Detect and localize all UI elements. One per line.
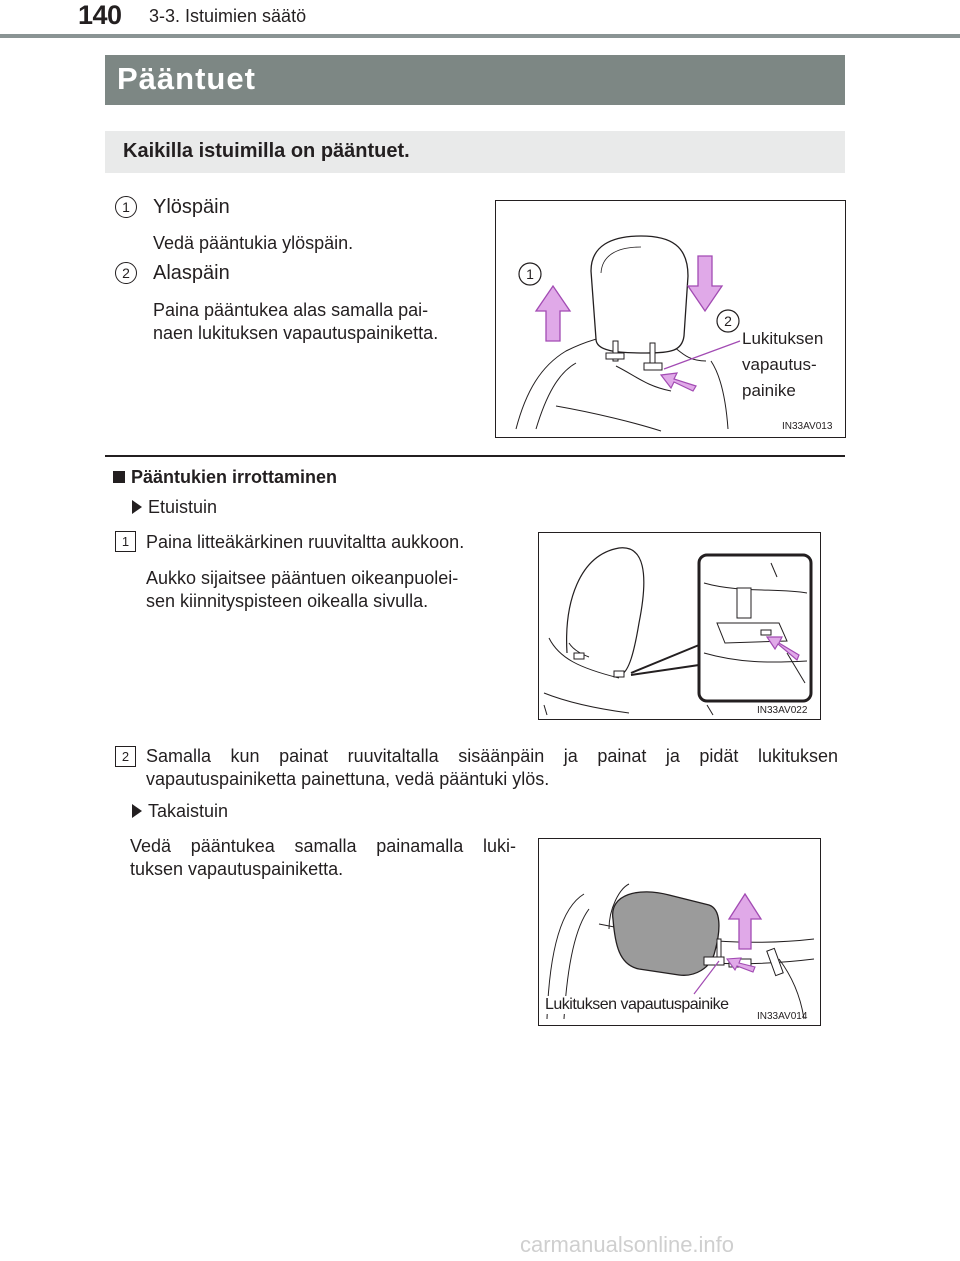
figure-code: IN33AV014 (757, 1011, 808, 1022)
release-button-label-1: Lukituksen (742, 329, 824, 348)
front-step1-text: Paina litteäkärkinen ruuvitaltta aukkoon. (146, 532, 465, 552)
figure-code: IN33AV022 (757, 705, 808, 716)
rear-seat-subheading (132, 801, 228, 822)
removal-heading-text: Pääntukien irrottaminen (131, 467, 338, 487)
front-step1-note-line1: Aukko sijaitsee pääntuen oikeanpuolei- (146, 568, 459, 588)
callout-2: 2 (724, 313, 732, 329)
front-removal-illustration (539, 533, 820, 719)
section-title: Pääntuet (117, 61, 256, 96)
front-step2-text-line1: Samalla kun painat ruuvitaltalla sisäänpäin ja painat ja pidät lukituksen (146, 746, 838, 766)
step-number-box: 1 (115, 531, 136, 552)
triangle-bullet-icon (132, 804, 142, 818)
header-rule (0, 34, 960, 38)
triangle-bullet-icon (132, 500, 142, 514)
item-heading-up: Ylöspäin (153, 196, 230, 218)
item-text-down-line2: naen lukituksen vapautuspainiketta. (153, 323, 439, 343)
release-button-label-2: vapautus- (742, 355, 817, 374)
release-button-label: Lukituksen vapautuspainike (545, 996, 729, 1013)
rear-text-line2: tuksen vapautuspainiketta. (130, 859, 344, 879)
intro-text: Kaikilla istuimilla on pääntuet. (123, 140, 410, 162)
front-seat-subheading (132, 497, 217, 518)
rear-text-line1: Vedä pääntukea samalla painamalla luki- (130, 836, 516, 856)
watermark: carmanualsonline.info (520, 1232, 735, 1257)
step-number-circle: 2 (115, 262, 137, 284)
figure-code: IN33AV013 (782, 421, 833, 432)
removal-heading (113, 467, 337, 488)
section-divider (105, 455, 845, 457)
item-text-up: Vedä pääntukia ylöspäin. (153, 233, 354, 253)
figure-front-headrest-removal (538, 532, 821, 720)
figure-rear-headrest-removal (538, 838, 821, 1026)
figure-headrest-adjust (495, 200, 846, 438)
rear-seat-title: Takaistuin (148, 801, 229, 821)
page-number: 140 (78, 0, 122, 30)
intro-bar (105, 131, 845, 173)
headrest-adjust-illustration (496, 201, 845, 437)
callout-1: 1 (526, 266, 534, 282)
step-number-box: 2 (115, 746, 136, 767)
item-text-down-line1: Paina pääntukea alas samalla pai- (153, 300, 429, 320)
square-bullet-icon (113, 471, 125, 483)
front-seat-title: Etuistuin (148, 497, 218, 517)
section-title-bar (105, 55, 845, 105)
release-button-label-3: painike (742, 381, 796, 400)
chapter-title: 3-3. Istuimien säätö (149, 6, 307, 26)
item-heading-down: Alaspäin (153, 262, 230, 284)
step-number-circle: 1 (115, 196, 137, 218)
front-step2-text-line2: vapautuspainiketta painettuna, vedä pääntuki ylös. (146, 769, 550, 789)
front-step1-note-line2: sen kiinnityspisteen oikealla sivulla. (146, 591, 429, 611)
